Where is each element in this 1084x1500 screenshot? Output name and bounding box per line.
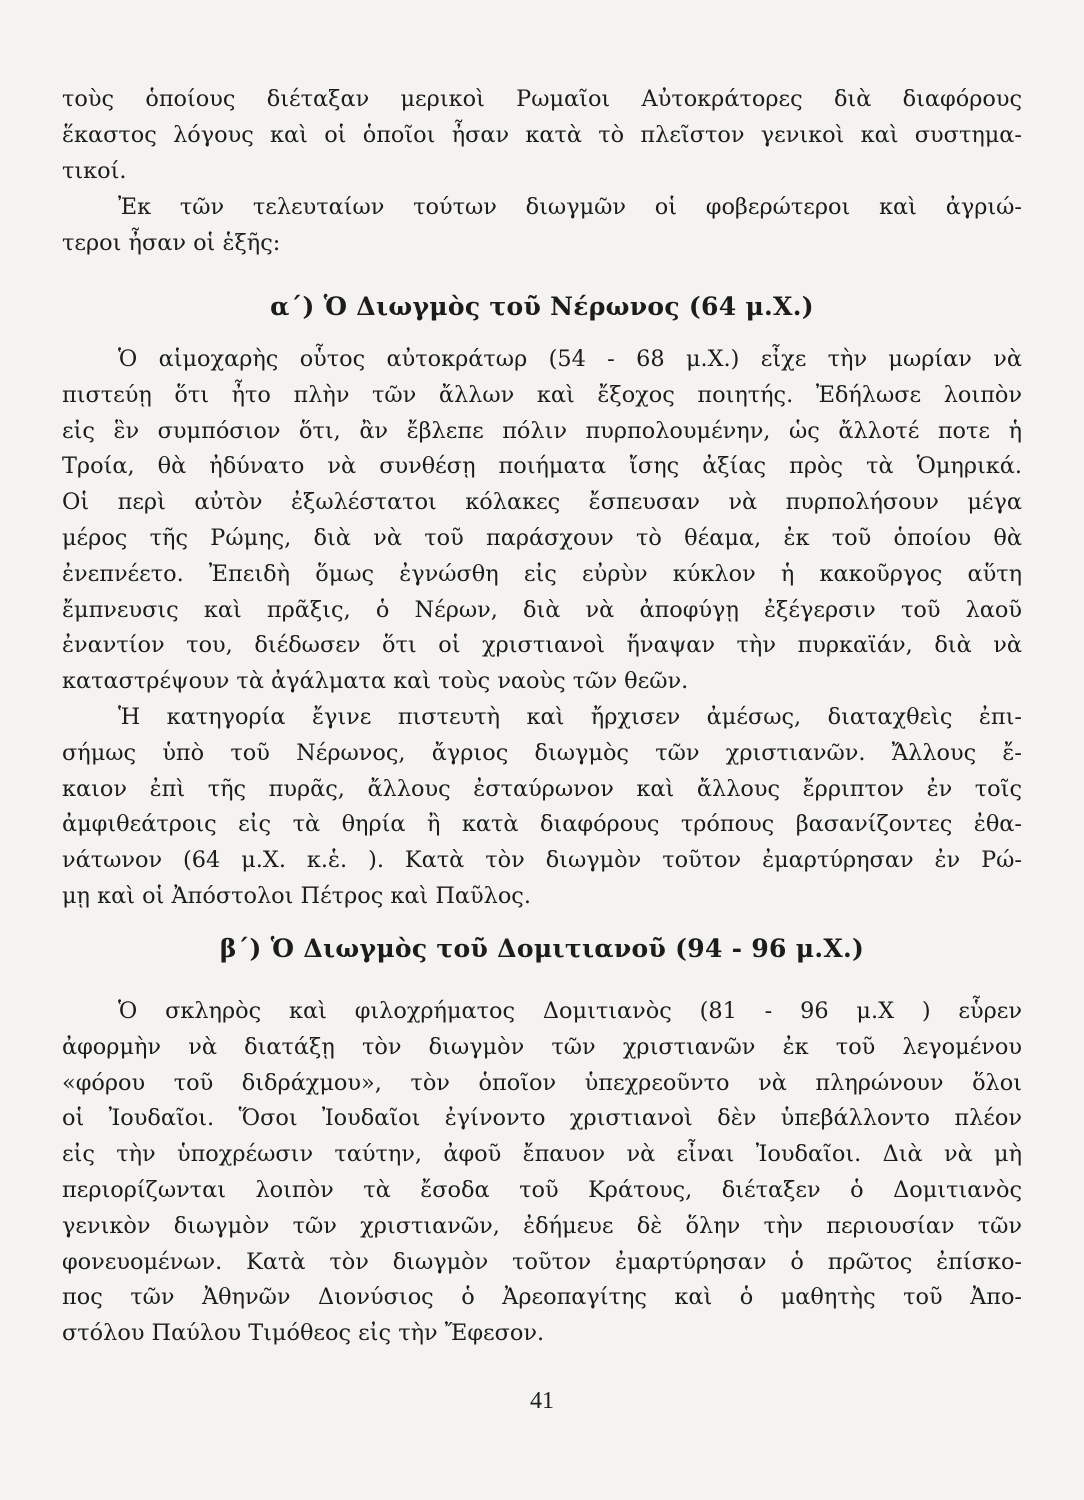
nero-paragraph-1 <box>62 342 1022 700</box>
text-line: νάτωνον (64 μ.Χ. κ.ἑ. ). Κατὰ τὸν διωγμὸν τοῦτον ἐμαρτύρησαν ἐν Ρώ- <box>62 847 1022 874</box>
text-line: πιστεύῃ ὅτι ἦτο πλὴν τῶν ἄλλων καὶ ἔξοχος ποιητής. Ἐδήλωσε λοιπὸν <box>62 381 1022 408</box>
text-line: γενικὸν διωγμὸν τῶν χριστιανῶν, ἐδήμευε δὲ ὅλην τὴν περιουσίαν τῶν <box>62 1212 1022 1239</box>
text-line: Ὁ σκληρὸς καὶ φιλοχρήματος Δομιτιανὸς (81 - 96 μ.Χ ) εὗρεν <box>118 998 1022 1024</box>
domitian-paragraph <box>62 994 1022 1352</box>
text-line: εἰς ἓν συμπόσιον ὅτι, ἂν ἔβλεπε πόλιν πυρπολουμένην, ὡς ἄλλοτέ ποτε ἡ <box>62 417 1022 444</box>
text-line: «φόρου τοῦ διδράχμου», τὸν ὁποῖον ὑπεχρεοῦντο νὰ πληρώνουν ὅλοι <box>62 1069 1022 1096</box>
intro-paragraph <box>62 82 1022 189</box>
text-line: περιορίζωνται λοιπὸν τὰ ἔσοδα τοῦ Κράτους, διέταξεν ὁ Δομιτιανὸς <box>62 1176 1022 1203</box>
text-line: τικοί. <box>62 157 127 184</box>
text-line: μέρος τῆς Ρώμης, διὰ νὰ τοῦ παράσχουν τὸ θέαμα, ἐκ τοῦ ὁποίου θὰ <box>62 524 1022 551</box>
text-line: τοὺς ὁποίους διέταξαν μερικοὶ Ρωμαῖοι Αὐτοκράτορες διὰ διαφόρους <box>62 86 1022 112</box>
text-line: Ἐκ τῶν τελευταίων τούτων διωγμῶν οἱ φοβερώτεροι καὶ ἀγριώ- <box>118 194 1022 220</box>
text-line: οἱ Ἰουδαῖοι. Ὅσοι Ἰουδαῖοι ἐγίνοντο χριστιανοὶ δὲν ὑπεβάλλοντο πλέον <box>62 1105 1022 1132</box>
text-line: πος τῶν Ἀθηνῶν Διονύσιος ὁ Ἀρεοπαγίτης καὶ ὁ μαθητὴς τοῦ Ἀπο- <box>62 1284 1022 1311</box>
text-line: ἀμφιθεάτροις εἰς τὰ θηρία ἢ κατὰ διαφόρους τρόπους βασανίζοντες ἐθα- <box>62 811 1022 838</box>
text-line: τεροι ἦσαν οἱ ἑξῆς: <box>62 229 281 256</box>
text-line: ἕκαστος λόγους καὶ οἱ ὁποῖοι ἦσαν κατὰ τὸ πλεῖστον γενικοὶ καὶ συστημα- <box>62 121 1022 148</box>
text-line: καιον ἐπὶ τῆς πυρᾶς, ἄλλους ἐσταύρωνον καὶ ἄλλους ἔρριπτον ἐν τοῖς <box>62 775 1022 802</box>
section-heading-nero: α΄) Ὁ Διωγμὸς τοῦ Νέρωνος (64 μ.Χ.) <box>270 292 814 321</box>
text-line: ἐνεπνέετο. Ἐπειδὴ ὅμως ἐγνώσθη εἰς εὐρὺν κύκλον ἡ κακοῦργος αὕτη <box>62 560 1022 587</box>
text-line: μῃ καὶ οἱ Ἀπόστολοι Πέτρος καὶ Παῦλος. <box>62 882 531 909</box>
section-heading-domitian: β΄) Ὁ Διωγμὸς τοῦ Δομιτιανοῦ (94 - 96 μ.Χ.) <box>219 934 865 963</box>
nero-paragraph-2 <box>62 700 1022 915</box>
text-line: στόλου Παύλου Τιμόθεος εἰς τὴν Ἔφεσον. <box>62 1320 545 1347</box>
text-line: Ὁ αἱμοχαρὴς οὗτος αὐτοκράτωρ (54 - 68 μ.Χ.) εἶχε τὴν μωρίαν νὰ <box>118 346 1022 372</box>
text-line: ἀφορμὴν νὰ διατάξῃ τὸν διωγμὸν τῶν χριστιανῶν ἐκ τοῦ λεγομένου <box>62 1033 1022 1060</box>
text-line: φονευομένων. Κατὰ τὸν διωγμὸν τοῦτον ἐμαρτύρησαν ὁ πρῶτος ἐπίσκο- <box>62 1248 1022 1275</box>
text-line: Οἱ περὶ αὐτὸν ἐξωλέστατοι κόλακες ἔσπευσαν νὰ πυρπολήσουν μέγα <box>62 489 1022 516</box>
text-line: Ἡ κατηγορία ἔγινε πιστευτὴ καὶ ἤρχισεν ἀμέσως, διαταχθεὶς ἐπι- <box>118 704 1022 730</box>
text-line: ἔμπνευσις καὶ πρᾶξις, ὁ Νέρων, διὰ νὰ ἀποφύγῃ ἐξέγερσιν τοῦ λαοῦ <box>62 596 1022 623</box>
text-line: ἐναντίον του, διέδωσεν ὅτι οἱ χριστιανοὶ ἥναψαν τὴν πυρκαϊάν, διὰ νὰ <box>62 632 1022 659</box>
text-line: σήμως ὑπὸ τοῦ Νέρωνος, ἄγριος διωγμὸς τῶν χριστιανῶν. Ἄλλους ἔ- <box>62 739 1022 766</box>
text-line: καταστρέψουν τὰ ἀγάλματα καὶ τοὺς ναοὺς τῶν θεῶν. <box>62 668 689 695</box>
intro-second-paragraph <box>62 190 1022 262</box>
text-line: εἰς τὴν ὑποχρέωσιν ταύτην, ἀφοῦ ἔπαυον νὰ εἶναι Ἰουδαῖοι. Διὰ νὰ μὴ <box>62 1141 1022 1168</box>
page-number: 41 <box>530 1388 554 1414</box>
text-line: Τροία, θὰ ἠδύνατο νὰ συνθέσῃ ποιήματα ἴσης ἀξίας πρὸς τὰ Ὁμηρικά. <box>62 453 1022 480</box>
